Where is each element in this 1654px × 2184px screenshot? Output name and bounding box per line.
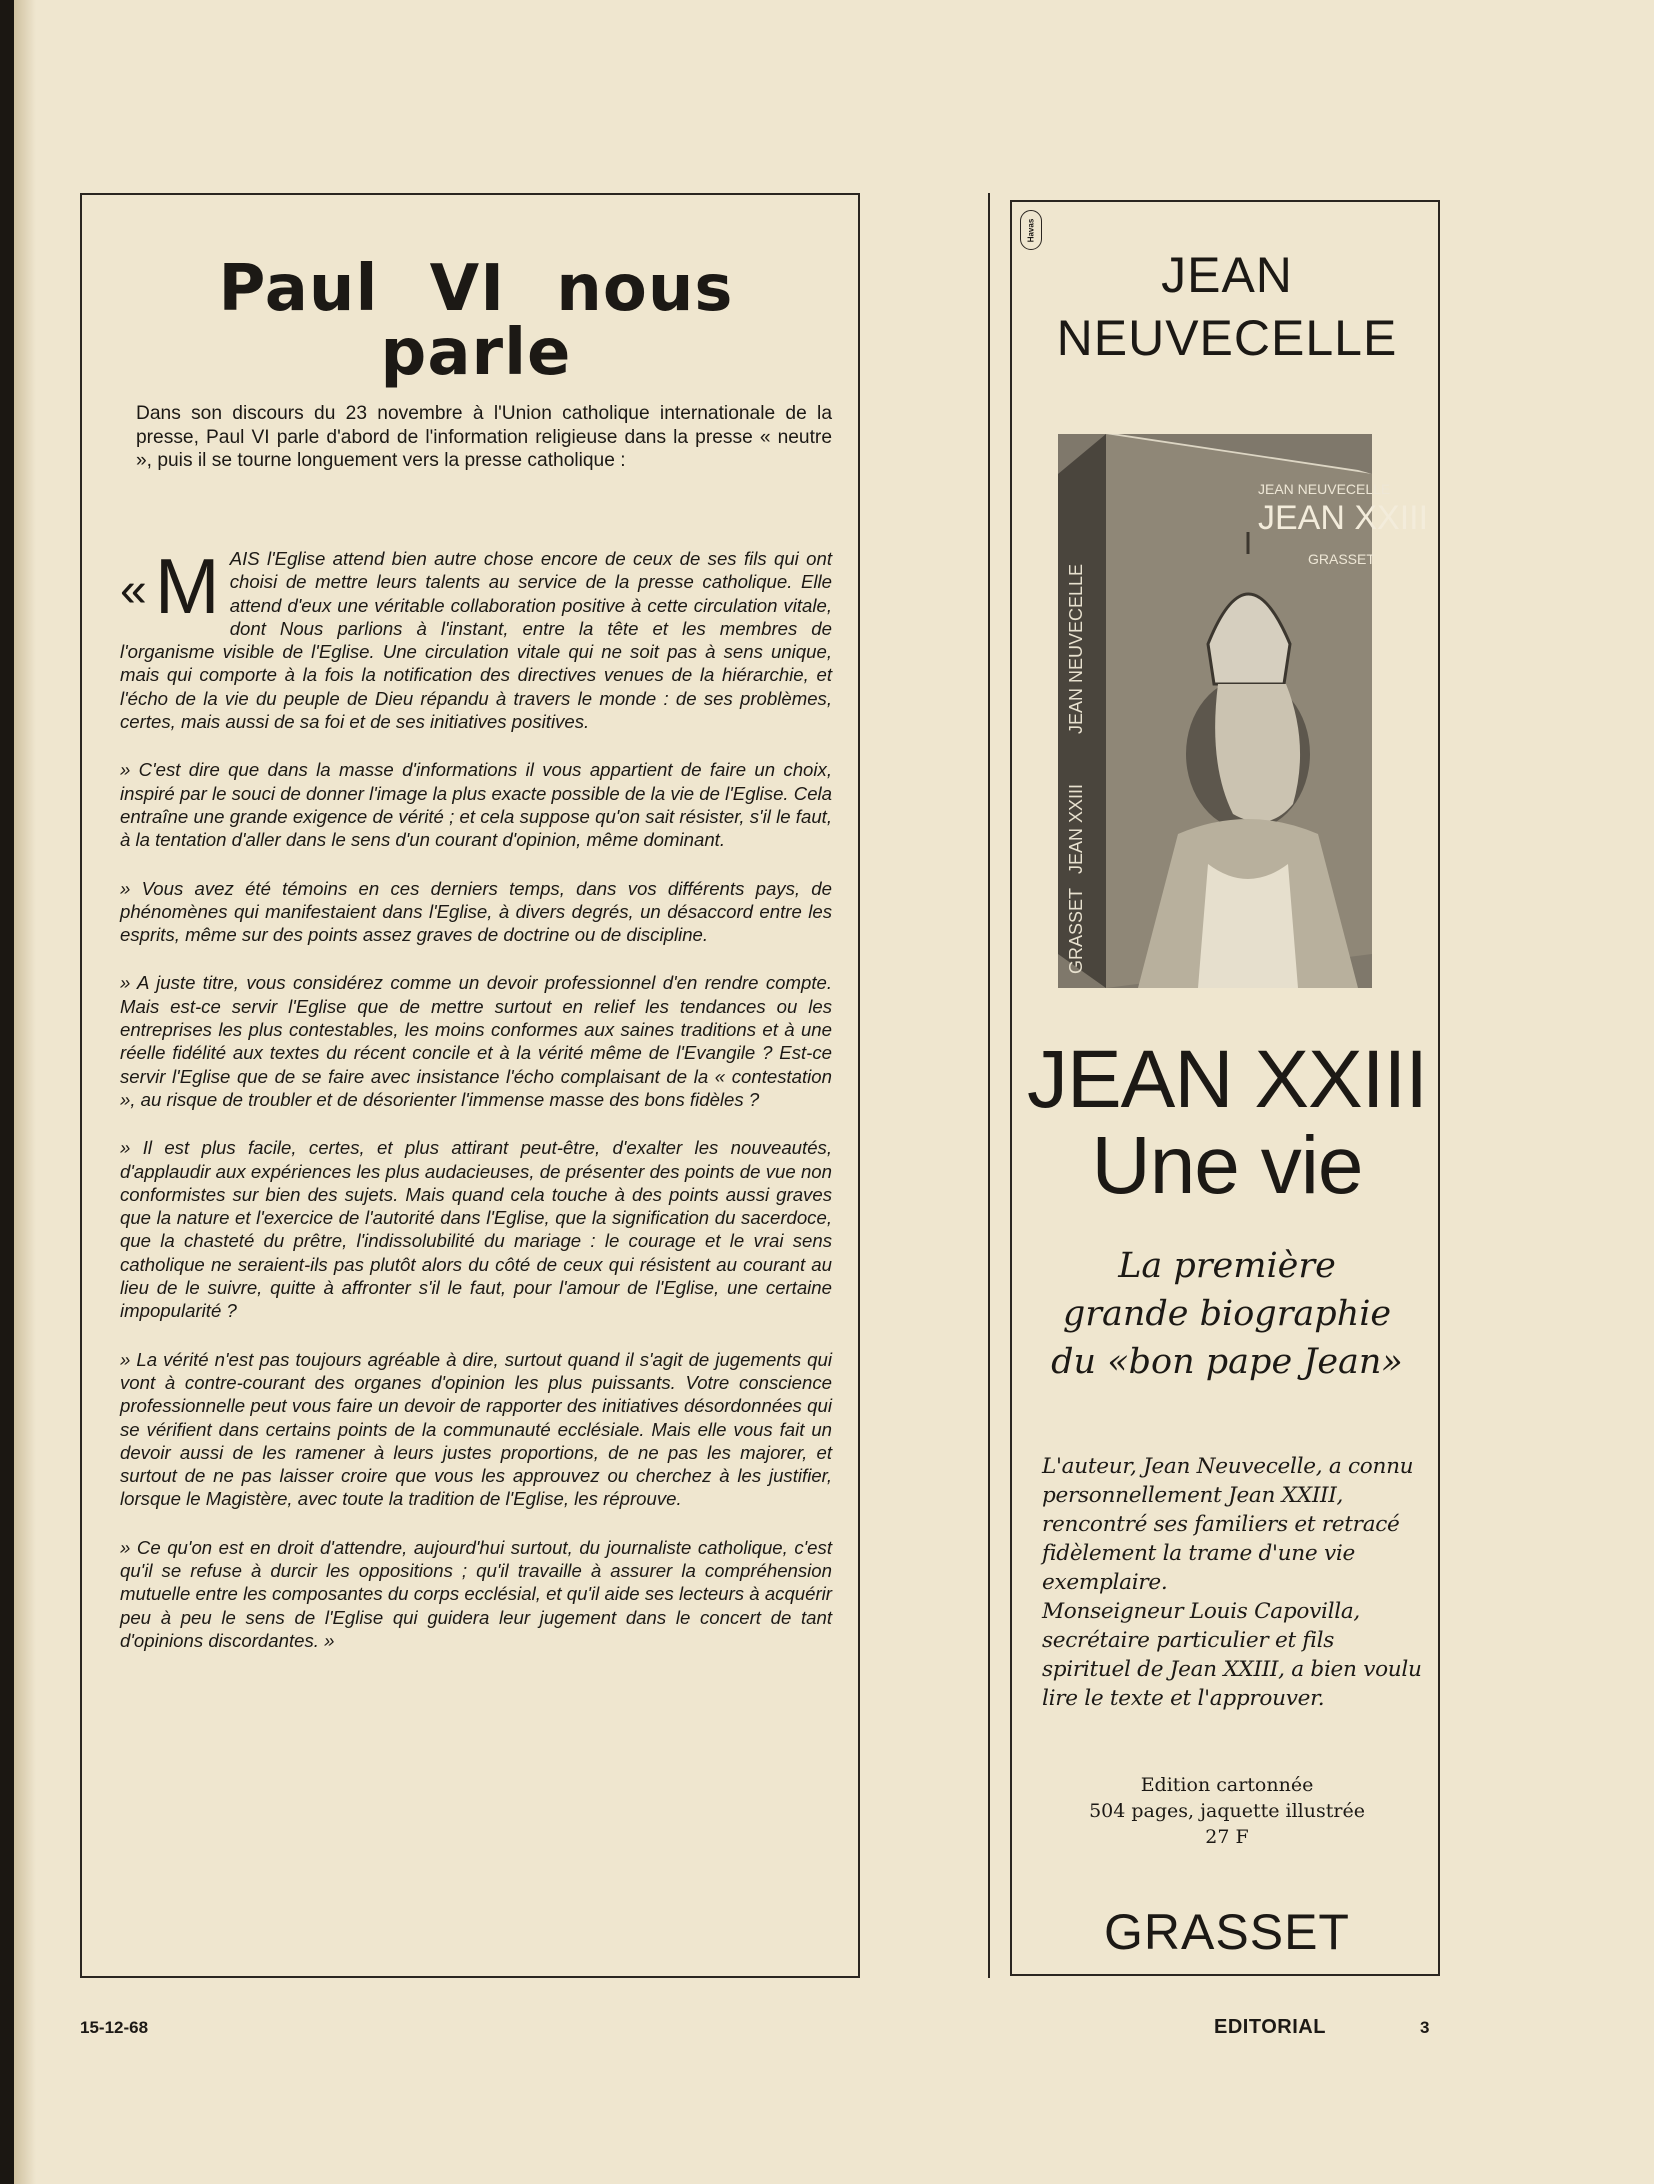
- footer-date: 15-12-68: [80, 2018, 149, 2037]
- pope-face: [1215, 684, 1300, 822]
- column-divider: [988, 193, 990, 1978]
- cover-title: JEAN XXIII: [1258, 499, 1429, 537]
- ad-subtitle-line: La première: [1118, 1246, 1336, 1286]
- ad-blurb: [1042, 1452, 1428, 1713]
- quote-first-paragraph-text: AIS l'Eglise attend bien autre chose encore de ceux de ses fils qui ont choisi de mettre leurs talents au service de la presse catholique. Elle attend d'eux une véritable collaboration positive à cette circulation vitale, dont Nous parlions à l'instant, entre la tête et les membres de l'organisme visible de l'Eglise. Une circulation vitale qui ne soit pas à sens unique, mais qui comporte à la fois la notification des directives venues de la hiérarchie, et l'écho de la vie du peuple de Dieu répandu à travers le monde : de ses problèmes, certes, mais aussi de sa foi et de ses initiatives positives.: [120, 548, 832, 733]
- ad-blurb-author: L'auteur, Jean Neuvecelle, a connu personnellement Jean XXIII, rencontré ses familiers et retracé fidèlement la trame d'une vie exemplaire.: [1042, 1454, 1414, 1595]
- ad-blurb-endorsement: Monseigneur Louis Capovilla, secrétaire particulier et fils spirituel de Jean XXIII, a bien voulu lire le texte et l'approuver.: [1042, 1599, 1422, 1711]
- ad-book-title-sub: Une vie: [1091, 1120, 1363, 1211]
- ad-edition-pages: 504 pages, jaquette illustrée: [1089, 1800, 1365, 1822]
- article-intro: Dans son discours du 23 novembre à l'Union catholique internationale de la presse, Paul VI parle d'abord de l'information religieuse dans la presse « neutre », puis il se tourne longuement vers la presse catholique :: [136, 403, 832, 471]
- agency-seal-text: Havas: [1026, 218, 1036, 242]
- ad-book-title-name: JEAN XXIII: [1026, 1034, 1428, 1125]
- article-headline: Paul VI nous parle: [218, 252, 734, 390]
- book-cover-illustration: [1058, 434, 1429, 988]
- opening-guillemet: «: [120, 564, 147, 617]
- ad-subtitle: [1012, 1242, 1442, 1386]
- article-quote: [120, 542, 833, 1677]
- ad-author: [1012, 244, 1442, 370]
- article-box: [80, 193, 860, 1978]
- ad-book-title: [1012, 1034, 1442, 1211]
- cover-publisher: GRASSET: [1308, 551, 1375, 567]
- quote-paragraph: » C'est dire que dans la masse d'informations il vous appartient de faire un choix, inspiré par le souci de donner l'image la plus exacte possible de la vie de l'Eglise. Cela entraîne une grande exigence de vérité ; et cela suppose qu'on sait résister, s'il le faut, à la tentation d'aller dans le sens d'un courant d'opinion, même dominant.: [120, 759, 833, 851]
- quote-first-paragraph: [120, 542, 832, 733]
- drop-cap: M: [154, 542, 220, 630]
- ad-author-last-name: NEUVECELLE: [1056, 310, 1398, 366]
- book-cover-photo: [1058, 434, 1429, 988]
- ad-author-first-name: JEAN: [1161, 247, 1293, 303]
- ad-edition-binding: Edition cartonnée: [1140, 1774, 1314, 1796]
- ad-publisher: GRASSET: [1104, 1904, 1350, 1960]
- book-advertisement: [1010, 200, 1440, 1976]
- quote-paragraph: » Il est plus facile, certes, et plus attirant peut-être, d'exalter les nouveautés, d'applaudir aux expériences les plus audacieuses, de présenter des points de vue non conformistes sur bien des sujets. Mais quand cela touche à des points aussi graves que la nature et l'exercice de l'autorité dans l'Eglise, que la signification du sacerdoce, que la chasteté du prêtre, l'indissolubilité du mariage : le courage et le vrai sens catholique ne seraient-ils pas plutôt alors du côté de ceux qui résistent au courant au lieu de le suivre, quitte à affronter s'il le faut, pour l'amour de l'Eglise, une certaine impopularité ?: [120, 1137, 832, 1322]
- quote-paragraph: » La vérité n'est pas toujours agréable à dire, surtout quand il s'agit de jugements qui vont à contre-courant des organes d'opinion les plus puissants. Votre conscience professionnelle peut vous faire un devoir de rapporter des initiatives désordonnées qui se vérifient dans certains points de la communauté ecclésiale. Mais elle vous fait un devoir aussi de les ramener à leurs justes proportions, de ne pas les majorer, et surtout de ne pas laisser croire que vous les approuvez ou cherchez à les justifier, lorsque le Magistère, avec toute la tradition de l'Eglise, les réprouve.: [120, 1348, 832, 1510]
- ad-subtitle-line: du «bon pape Jean»: [1051, 1342, 1403, 1382]
- quote-paragraph: » A juste titre, vous considérez comme un devoir professionnel d'en rendre compte. Mais est-ce servir l'Eglise que de mettre surtout en relief les tendances ou les entreprises les plus contestables, les moins conformes aux saines traditions et à une réelle fidélité aux textes du récent concile et à la vérité même de l'Evangile ? Est-ce servir l'Eglise que de se faire avec insistance l'écho complaisant de la « contestation », au risque de troubler et de désorienter l'immense masse des bons fidèles ?: [120, 972, 832, 1110]
- page-gutter: [14, 0, 36, 2184]
- page-number: 3: [1420, 2018, 1430, 2037]
- footer-section: EDITORIAL: [1214, 2016, 1326, 2038]
- ad-edition-price: 27 F: [1205, 1826, 1249, 1848]
- cover-author: JEAN NEUVECELLE: [1258, 481, 1391, 497]
- quote-paragraph: » Vous avez été témoins en ces derniers temps, dans vos différents pays, de phénomènes qui manifestaient dans l'Eglise, à divers degrés, un désaccord entre les esprits, même sur des points assez graves de doctrine ou de discipline.: [120, 877, 832, 946]
- ad-subtitle-line: grande biographie: [1062, 1294, 1392, 1334]
- spine-author: JEAN NEUVECELLE: [1066, 563, 1086, 734]
- quote-paragraph: » Ce qu'on est en droit d'attendre, aujourd'hui surtout, du journaliste catholique, c'est qu'il se refuse à durcir les oppositions ; qu'il travaille à assurer la compréhension mutuelle entre les composantes du corps ecclésial, et qu'il aide ses lecteurs à acquérir peu à peu le sens de l'Eglise qui guidera leur jugement dans le concert de tant d'opinions discordantes. »: [120, 1536, 832, 1651]
- spine-title: JEAN XXIII: [1066, 783, 1086, 874]
- spine-publisher: GRASSET: [1066, 887, 1086, 974]
- ad-edition-info: [1012, 1772, 1442, 1850]
